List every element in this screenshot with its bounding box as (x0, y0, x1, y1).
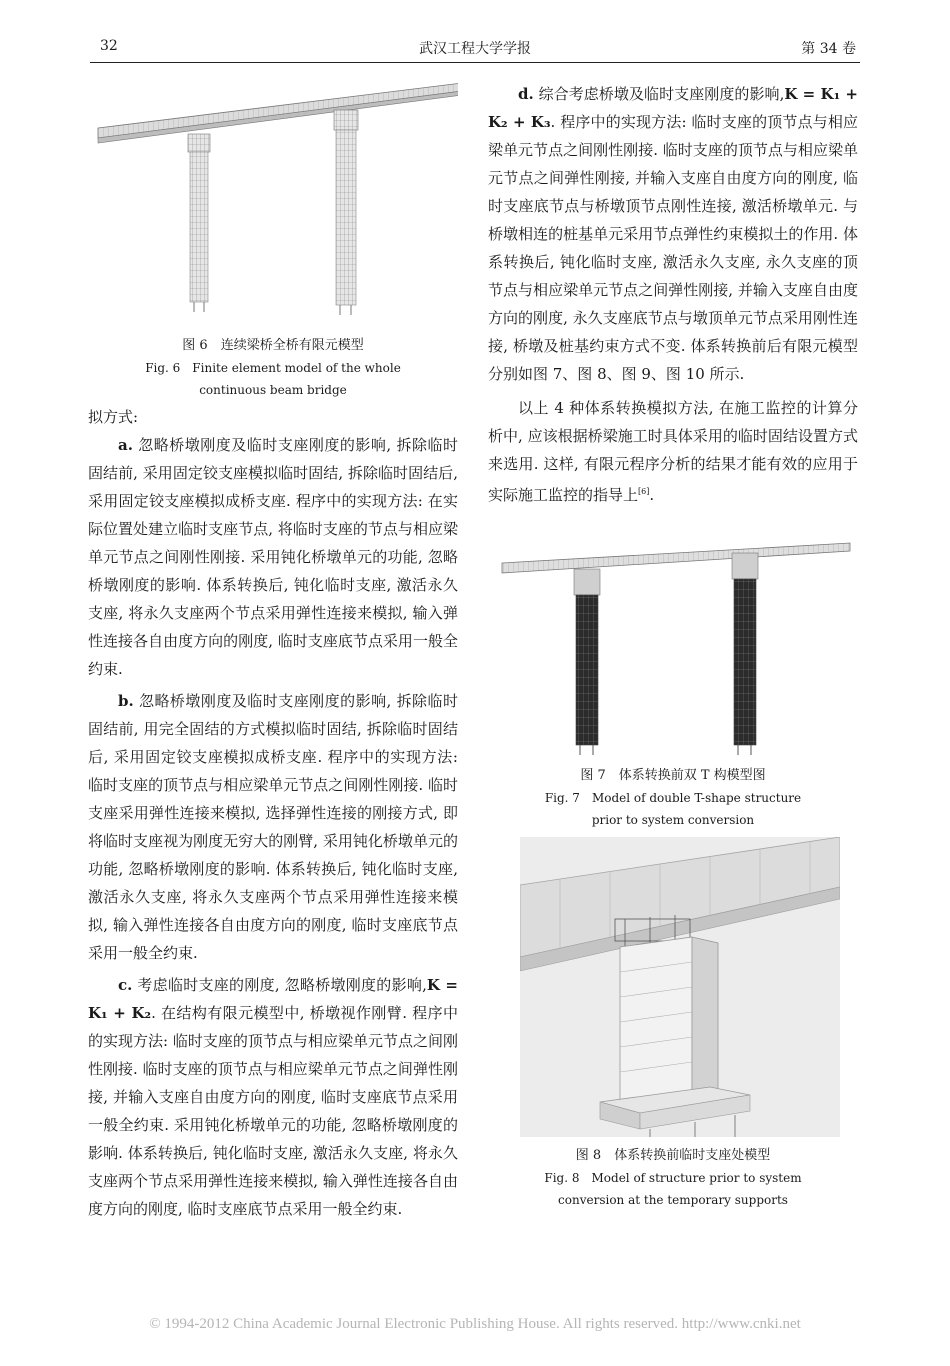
figure-8-caption: 图 8 体系转换前临时支座处模型 Fig. 8 Model of structure prior to system conversion at the temporary supports (544, 1148, 802, 1207)
method-b-paragraph (88, 687, 458, 967)
figure-7-caption: 图 7 体系转换前双 T 构模型图 Fig. 7 Model of double T-shape structure prior to system conversion (544, 768, 802, 827)
method-c-text-1: 考虑临时支座的刚度, 忽略桥墩刚度的影响, (137, 976, 427, 994)
figure-6-caption: 图 6 连续梁桥全桥有限元模型 Fig. 6 Finite element model of the whole continuous beam bridge (145, 338, 401, 397)
method-b-label: b. (118, 692, 134, 710)
t-structure-left (574, 569, 600, 755)
t-structure-right (732, 553, 758, 755)
method-a-label: a. (118, 436, 133, 454)
left-column (88, 72, 458, 1223)
page-number: 32 (100, 38, 118, 54)
journal-title: 武汉工程大学学报 (419, 41, 531, 57)
summary-paragraph (488, 394, 858, 509)
method-d-text-1: 综合考虑桥墩及临时支座刚度的影响, (538, 85, 785, 103)
summary-end: . (649, 486, 655, 504)
method-d-text-2: . 程序中的实现方法: 临时支座的顶节点与相应梁单元节点之间刚性刚接. 临时支座的顶节点与相应梁单元节点之间弹性刚接, 并输入支座自由度方向的刚度, 临时支座底节点与桥墩顶节点刚性连接, 激活桥墩单元. 与桥墩相连的桩基单元采用节点弹性约束模拟土的作用. 体系转换后, 钝化临时支座, 激活永久支座, 永久支座的顶节点与相应梁单元节点之间弹性刚接, 并输入支座自由度方向的刚度, 永久支座底节点与墩顶单元节点采用刚性连接, 桥墩及桩基约束方式不变. 体系转换前后有限元模型分别如图 7、图 8、图 9、图 10 所示. (488, 113, 858, 383)
pier-right (334, 110, 358, 315)
method-a-text: 忽略桥墩刚度及临时支座刚度的影响, 拆除临时固结前, 采用固定铰支座模拟临时固结, 拆除临时固结后, 采用固定铰支座模拟成桥支座. 程序中的实现方法: 在实际位置处建立临时支座节点, 将临时支座的节点与相应梁单元节点之间刚性刚接. 采用钝化桥墩单元的功能, 忽略桥墩刚度的影响. 体系转换后, 钝化临时支座, 激活永久支座, 将永久支座两个节点采用弹性连接来模拟, 输入弹性连接各自由度方向的刚度, 临时支座底节点采用一般全约束. (88, 436, 458, 678)
method-c-label: c. (118, 976, 133, 994)
method-a-paragraph (88, 431, 458, 683)
method-b-text: 忽略桥墩刚度及临时支座刚度的影响, 拆除临时固结前, 用完全固结的方式模拟临时固结, 拆除临时固结后, 采用固定铰支座模拟成桥支座. 程序中的实现方法: 临时支座的顶节点与相应梁单元节点之间刚性刚接. 临时支座采用弹性连接来模拟, 选择弹性连接的刚接方式, 即将临时支座视为刚度无穷大的刚臂, 采用钝化桥墩单元的功能, 忽略桥墩刚度的影响. 体系转换后, 钝化临时支座, 激活永久支座, 将永久支座两个节点采用弹性连接来模拟, 输入弹性连接各自由度方向的刚度, 临时支座底节点采用一般全约束. (88, 692, 458, 962)
volume-label: 第 34 卷 (801, 41, 856, 57)
summary-text: 以上 4 种体系转换模拟方法, 在施工监控的计算分析中, 应该根据桥梁施工时具体采用的临时固结设置方式来选用. 这样, 有限元程序分析的结果才能有效的应用于实际施工监控的指导上 (488, 399, 858, 504)
method-c-text-2: . 在结构有限元模型中, 桥墩视作刚臂. 程序中的实现方法: 临时支座的顶节点与相应梁单元节点之间刚性刚接. 临时支座的顶节点与相应梁单元节点之间弹性刚接, 并输入支座自由度方向的刚度, 临时支座底节点采用一般全约束. 采用钝化桥墩单元的功能, 忽略桥墩刚度的影响. 体系转换后, 钝化临时支座, 激活永久支座, 将永久支座两个节点采用弹性连接来模拟, 输入弹性连接各自由度方向的刚度, 临时支座底节点采用一般全约束. (88, 1004, 458, 1218)
copyright-footer: © 1994-2012 China Academic Journal Electronic Publishing House. All rights reserved. http://www.cnki.net (149, 1316, 801, 1332)
method-d-paragraph (488, 80, 858, 388)
right-column (488, 80, 858, 1211)
figure-8-temporary-support-model (520, 837, 840, 1137)
reference-marker: [6] (638, 487, 650, 496)
figure-6-bridge-model (88, 72, 458, 327)
method-c-equation: K = K₁ + K₂ (88, 976, 458, 1022)
figure-7-double-t-model (488, 541, 858, 761)
method-c-paragraph (88, 971, 458, 1223)
method-d-label: d. (518, 85, 534, 103)
page-header (90, 36, 860, 63)
left-intro: 拟方式: (88, 408, 139, 426)
method-d-equation: K = K₁ + K₂ + K₃ (488, 85, 858, 131)
pier-left (188, 134, 210, 312)
